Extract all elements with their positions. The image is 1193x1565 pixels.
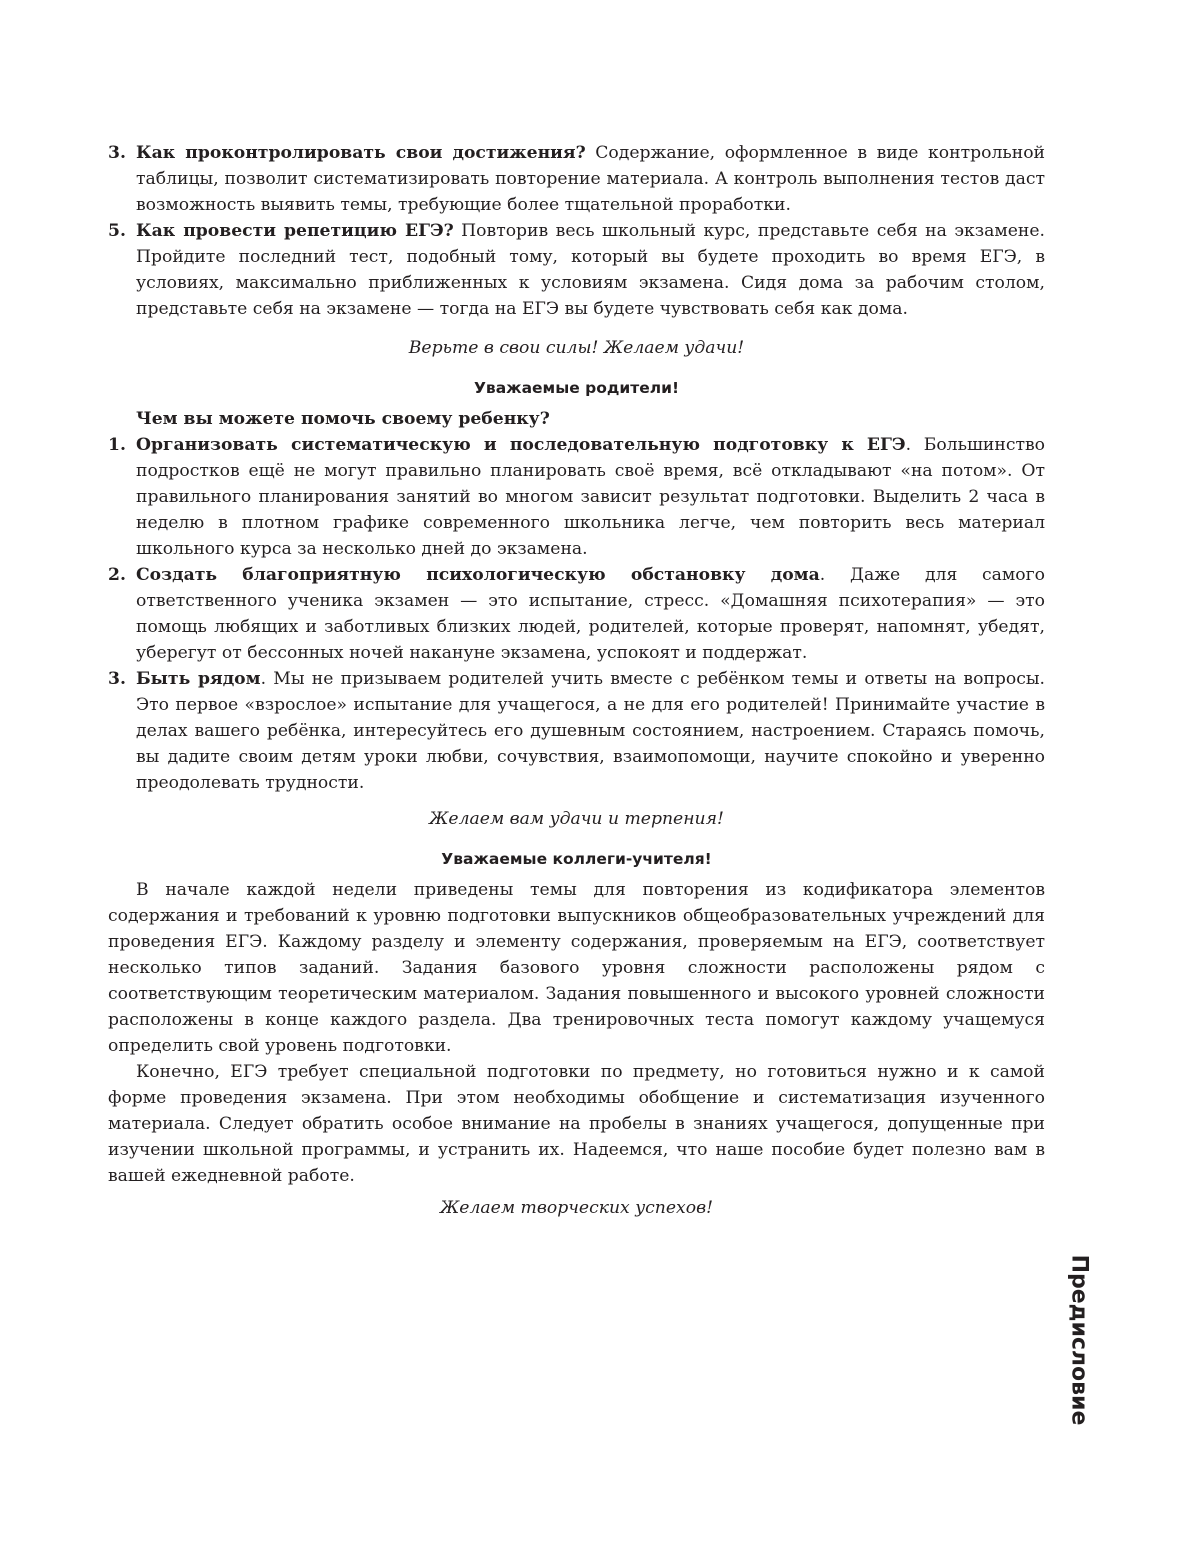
- item-title: Организовать систематическую и последовательную подготовку к ЕГЭ: [136, 435, 906, 455]
- item-title: Быть рядом: [136, 669, 261, 689]
- list-item: [108, 666, 1045, 796]
- students-closing: Верьте в свои силы! Желаем удачи!: [408, 338, 745, 358]
- list-item: [108, 562, 1045, 666]
- item-title: Как провести репетицию ЕГЭ?: [136, 221, 454, 241]
- parents-heading: Уважаемые родители!: [473, 379, 680, 397]
- item-number: 5.: [108, 221, 126, 241]
- teachers-paragraph: Конечно, ЕГЭ требует специальной подготовки по предмету, но готовиться нужно и к самой форме проведения экзамена. При этом необходимы обобщение и систематизация изученного материала. Следует обратить особое внимание на пробелы в знаниях учащегося, допущенные при изучении школьной программы, и устранить их. Надеемся, что наше пособие будет полезно вам в вашей ежедневной работе.: [108, 1062, 1045, 1186]
- item-text: . Мы не призываем родителей учить вместе с ребёнком темы и ответы на вопросы. Это первое «взрослое» испытание для учащегося, а не для его родителей! Принимайте участие в делах вашего ребёнка, интересуйтесь его душевным состоянием, настроением. Стараясь помочь, вы дадите своим детям уроки любви, сочувствия, взаимопомощи, научите спокойно и уверенно преодолевать трудности.: [136, 669, 1046, 793]
- item-body: [136, 140, 1045, 218]
- list-item: [108, 218, 1045, 322]
- teachers-heading: Уважаемые коллеги-учителя!: [441, 850, 712, 868]
- teachers-paragraph: В начале каждой недели приведены темы для повторения из кодификатора элементов содержания и требований к уровню подготовки выпускников общеобразовательных учреждений для проведения ЕГЭ. Каждому разделу и элементу содержания, проверяемым на ЕГЭ, соответствует несколько типов заданий. Задания базового уровня сложности расположены рядом с соответствующим теоретическим материалом. Задания повышенного и высокого уровней сложности расположены в конце каждого раздела. Два тренировочных теста помогут каждому учащемуся определить свой уровень подготовки.: [108, 880, 1045, 1056]
- item-number: 1.: [108, 435, 126, 455]
- item-number: 3.: [108, 669, 126, 689]
- item-text: Повторив весь школьный курс, представьте себя на экзамене. Пройдите последний тест, подобный тому, который вы будете проходить во время ЕГЭ, в условиях, максимально приближенных к условиям экзамена. Сидя дома за рабочим столом, представьте себя на экзамене — тогда на ЕГЭ вы будете чувствовать себя как дома.: [136, 221, 1045, 319]
- item-title: Создать благоприятную психологическую обстановку дома: [136, 565, 820, 585]
- list-item: [108, 432, 1045, 562]
- item-body: [136, 218, 1045, 322]
- section-side-tab: [1064, 1254, 1094, 1426]
- item-body: [136, 432, 1045, 562]
- item-number: 2.: [108, 565, 126, 585]
- side-tab-label: Предисловие: [1066, 1254, 1092, 1426]
- item-text: . Большинство подростков ещё не могут правильно планировать своё время, всё откладывают «на потом». От правильного планирования занятий во многом зависит результат подготовки. Выделить 2 часа в неделю в плотном графике современного школьника легче, чем повторить весь материал школьного курса за несколько дней до экзамена.: [136, 435, 1045, 559]
- item-body: [136, 666, 1045, 796]
- teachers-closing: Желаем творческих успехов!: [440, 1198, 713, 1218]
- page-content: [108, 140, 1045, 1221]
- parents-section: [108, 376, 1045, 832]
- list-item: [108, 140, 1045, 218]
- item-title: Как проконтролировать свои достижения?: [136, 143, 586, 163]
- parents-closing: Желаем вам удачи и терпения!: [429, 809, 724, 829]
- item-number: 3.: [108, 143, 126, 163]
- item-text: Содержание, оформленное в виде контрольной таблицы, позволит систематизировать повторение материала. А контроль выполнения тестов даст возможность выявить темы, требующие более тщательной проработки.: [136, 143, 1046, 215]
- item-body: [136, 562, 1045, 666]
- students-section: [108, 140, 1045, 361]
- teachers-section: [108, 847, 1045, 1221]
- item-text: . Даже для самого ответственного ученика экзамен — это испытание, стресс. «Домашняя психотерапия» — это помощь любящих и заботливых близких людей, родителей, которые проверят, напомнят, убедят, уберегут от бессонных ночей накануне экзамена, успокоят и поддержат.: [136, 565, 1046, 663]
- parents-question: Чем вы можете помочь своему ребенку?: [136, 409, 550, 429]
